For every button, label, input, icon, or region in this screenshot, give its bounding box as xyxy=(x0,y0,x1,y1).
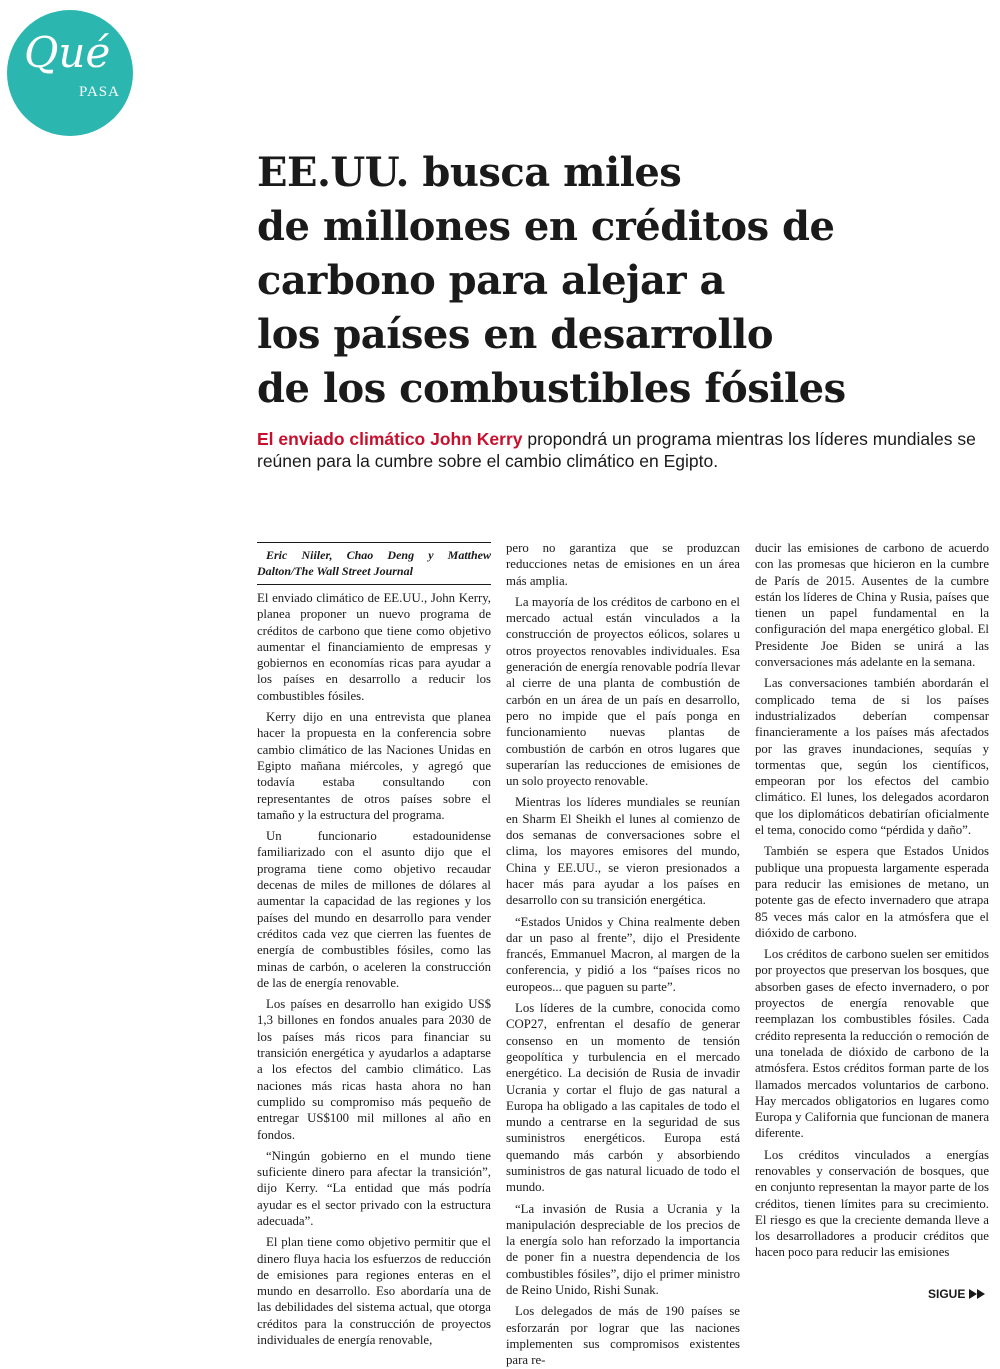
byline-divider xyxy=(257,584,491,585)
paragraph: Los créditos de carbono suelen ser emitidos por proyectos que preservan los bosques, que absorben gases de efecto invernadero, o por proyectos de energía renovable que reemplazan los combustibles fósiles. Cada crédito representa la reducción o remoción de una tonelada de dióxido de carbono de la atmósfera. Estos créditos forman parte de los llamados mercados voluntarios de carbono. Hay mercados obligatorios en lugares como Europa y California que funcionan de manera diferente. xyxy=(755,947,989,1141)
dek-lead: El enviado climático John Kerry xyxy=(257,429,523,449)
headline-line: de millones en créditos de xyxy=(257,203,835,250)
dek xyxy=(257,428,977,472)
headline-line: los países en desarrollo xyxy=(257,311,774,358)
paragraph: Las conversaciones también abordarán el complicado tema de si los países industrializados deberían compensar financieramente a los países más afectados por las graves inundaciones, sequías y tormentas que, según los científicos, empeoran por los efectos del cambio climático. El lunes, los delegados acordaron que los diplomáticos debatirían oficialmente el tema, conocido como “pérdida y daño”. xyxy=(755,676,989,838)
paragraph: Los delegados de más de 190 países se esforzarán por lograr que las naciones implementen sus compromisos existentes para re- xyxy=(506,1304,740,1368)
paragraph: pero no garantiza que se produzcan reducciones netas de emisiones en un área más amplia. xyxy=(506,541,740,588)
headline-line: EE.UU. busca miles xyxy=(257,149,682,196)
paragraph: El plan tiene como objetivo permitir que el dinero fluya hacia los esfuerzos de reducción de emisiones para regiones enteras en el mundo en desarrollo. Eso abordaría una de las debilidades del sistema actual, que otorga créditos para la construcción de proyectos individuales de energía renovable, xyxy=(257,1235,491,1348)
continue-marker xyxy=(928,1287,985,1301)
paragraph: Los créditos vinculados a energías renovables y conservación de bosques, que en conjunto representan la mayor parte de los créditos, tienen límites para su crecimiento. El riesgo es que la creciente demanda lleve a los desarrolladores a producir créditos que hacen poco para reducir las emisiones xyxy=(755,1147,989,1260)
section-badge xyxy=(7,10,133,136)
paragraph: “La invasión de Rusia a Ucrania y la manipulación despreciable de los precios de la energía solo han reforzado la importancia de poner fin a nuestra dependencia de los combustibles fósiles”, dijo el primer ministro de Reino Unido, Rishi Sunak. xyxy=(506,1201,740,1298)
section-subtitle: PASA xyxy=(79,84,120,100)
paragraph: “Estados Unidos y China realmente deben dar un paso al frente”, dijo el Presidente francés, Emmanuel Macron, al margen de la conferencia, y pidió a los “países ricos no europeos... que paguen su parte”. xyxy=(506,914,740,994)
paragraph: Los líderes de la cumbre, conocida como COP27, enfrentan el desafío de generar consenso en un momento de tensión geopolítica y turbulencia en el mercado energético. La decisión de Rusia de invadir Ucrania y cortar el flujo de gas natural a Europa ha obligado a las capitales de todo el mundo a centrarse en la seguridad de sus suministros energéticos. Europa está quemando más carbón y absorbiendo suministros de gas natural licuado de todo el mundo. xyxy=(506,1001,740,1195)
headline-line: de los combustibles fósiles xyxy=(257,365,846,412)
arrow-right-icon xyxy=(969,1289,977,1299)
paragraph: También se espera que Estados Unidos publique una propuesta largamente esperada para reducir las emisiones de metano, un potente gas de efecto invernadero que atrapa 85 veces más calor en la atmósfera que el dióxido de carbono. xyxy=(755,844,989,940)
byline-authors: Eric Niiler, Chao Deng y Matthew Dalton xyxy=(257,548,491,578)
headline xyxy=(257,146,977,416)
paragraph: “Ningún gobierno en el mundo tiene suficiente dinero para afectar la transición”, dijo Kerry. “La entidad que más podría ayudar es el sector privado con la estructura adecuada”. xyxy=(257,1148,491,1228)
continue-label: SIGUE xyxy=(928,1287,966,1301)
article-column-1 xyxy=(257,540,491,1348)
section-title: Qué xyxy=(24,28,111,77)
article-column-2 xyxy=(506,540,740,1368)
paragraph: Un funcionario estadounidense familiarizado con el asunto dijo que el programa tiene como objetivo recaudar decenas de miles de millones de dólares al aumentar la capacidad de las regiones y los países del mundo en desarrollo para vender créditos cada vez que cierren las fuentes de energía de combustibles fósiles, como las minas de carbón, o aceleren la construcción de las de energía renovable. xyxy=(257,829,491,990)
paragraph: El enviado climático de EE.UU., John Kerry, planea proponer un nuevo programa de créditos de carbono que tiene como objetivo aumentar el financiamiento de empresas y gobiernos en economías ricas para ayudar a los países en desarrollo a reducir los combustibles fósiles. xyxy=(257,591,491,703)
byline-source: /The Wall Street Journal xyxy=(291,564,413,578)
paragraph: Kerry dijo en una entrevista que planea hacer la propuesta en la conferencia sobre cambio climático de las Naciones Unidas en Egipto mañana miércoles, y agregó que todavía estaba consultando con representantes de otros países sobre el tamaño y la estructura del programa. xyxy=(257,710,491,822)
article-column-3 xyxy=(755,540,989,1300)
arrow-right-icon xyxy=(977,1289,985,1299)
paragraph: Los países en desarrollo han exigido US$ 1,3 billones en fondos anuales para 2030 de los países más ricos para financiar su transición energética y ayudarlos a adaptarse a los efectos del cambio climático. Las naciones más ricas hasta ahora no han cumplido su compromiso más pequeño de entregar US$100 mil millones al año en fondos. xyxy=(257,997,491,1142)
dek-text: propondrá un programa mientras los líderes mundiales se reúnen para la cumbre sobre el cambio climático en Egipto. xyxy=(257,429,976,471)
paragraph: ducir las emisiones de carbono de acuerdo con las promesas que hicieron en la cumbre de París de 2015. Ausentes de la cumbre están los líderes de China y Rusia, países que tienen un papel fundamental en la configuración del mapa energético global. El Presidente Joe Biden se unirá a las conversaciones más adelante en la semana. xyxy=(755,541,989,670)
paragraph: La mayoría de los créditos de carbono en el mercado actual están vinculados a la construcción de proyectos eólicos, solares u otros proyectos renovables individuales. Esa generación de energía renovable podría llevar al cierre de una planta de combustión de carbón en un área de un país en desarrollo, pero no impide que el país ponga en funcionamiento nuevas plantas de combustión de carbón en otros lugares que superarían las reducciones de emisiones de un solo proyecto renovable. xyxy=(506,594,740,789)
byline xyxy=(257,547,491,579)
paragraph: Mientras los líderes mundiales se reunían en Sharm El Sheikh el lunes al comienzo de dos semanas de conversaciones sobre el clima, los mayores emisores del mundo, China y EE.UU., se vieron presionados a hacer más para ayudar a los países en desarrollo con su transición energética. xyxy=(506,795,740,908)
headline-line: carbono para alejar a xyxy=(257,257,725,304)
